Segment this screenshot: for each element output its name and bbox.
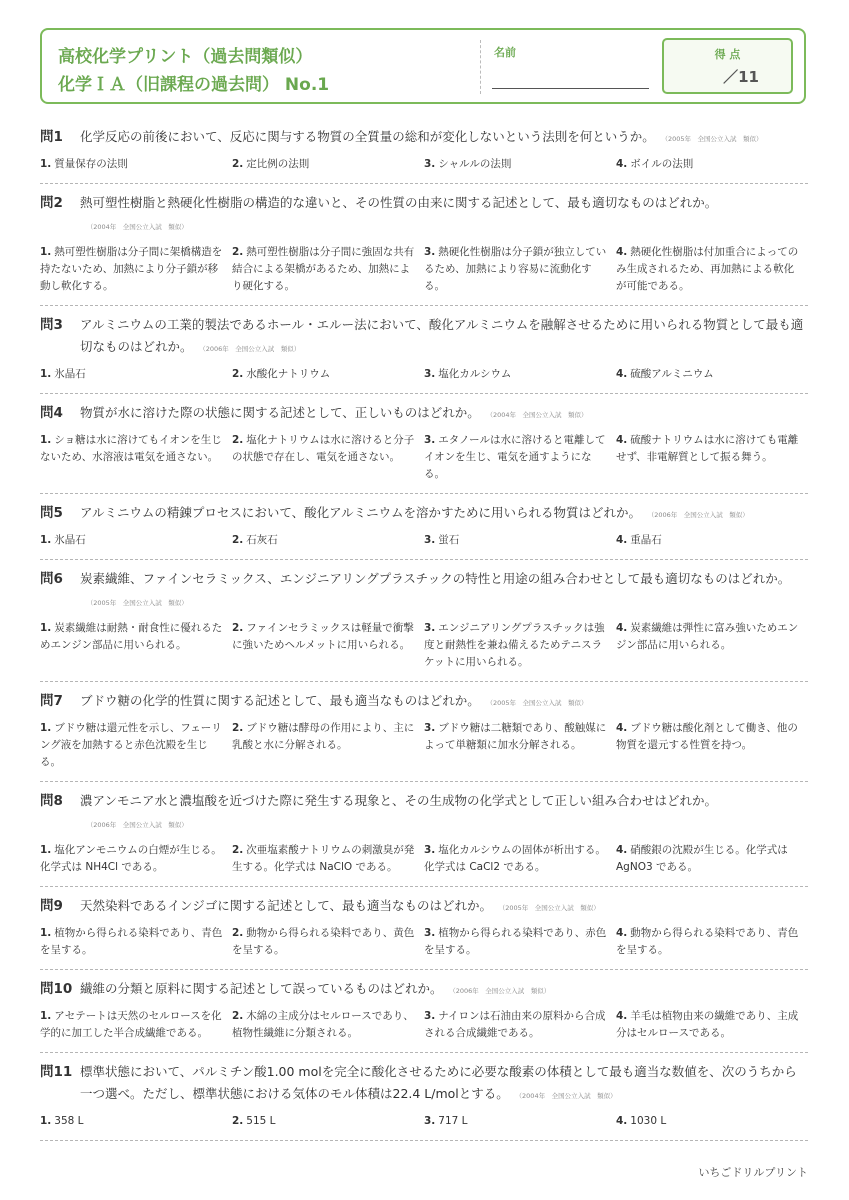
question-4 [40, 394, 808, 494]
option-number: 4. [616, 434, 628, 446]
option-text: 塩化カルシウム [438, 368, 512, 380]
question-body: 化学反応の前後において、反応に関与する物質の全質量の総和が変化しないという法則を何というか。 [80, 129, 655, 144]
question-text [80, 192, 808, 238]
question-line [40, 402, 808, 426]
option-number: 1. [40, 722, 52, 734]
option-text: 氷晶石 [54, 534, 86, 546]
question-source: （2006年 全国公立入試 類似） [651, 511, 749, 519]
option-text: ファインセラミックスは軽量で衝撃に強いためヘルメットに用いられる。 [232, 622, 414, 651]
option-number: 3. [424, 722, 436, 734]
option-1[interactable] [40, 366, 232, 383]
question-text [80, 502, 808, 526]
option-text: 熱可塑性樹脂は分子間に架橋構造を持たないため、加熱により分子鎖が移動し軟化する。 [40, 246, 223, 292]
question-number: 問1 [40, 129, 63, 145]
option-number: 3. [424, 158, 436, 170]
question-line [40, 895, 808, 919]
question-text [80, 568, 808, 614]
question-number: 問9 [40, 898, 63, 914]
option-number: 2. [232, 246, 244, 258]
question-number: 問5 [40, 505, 63, 521]
option-number: 3. [424, 534, 436, 546]
option-number: 2. [232, 927, 244, 939]
option-1[interactable] [40, 842, 232, 876]
option-row [40, 925, 808, 959]
question-body: 濃アンモニア水と濃塩酸を近づけた際に発生する現象と、その生成物の化学式として正しい組み合わせはどれか。 [80, 793, 718, 808]
question-source: （2006年 全国公立入試 類似） [452, 987, 551, 995]
question-source: （2005年 全国公立入試 類似） [489, 699, 588, 707]
question-body: アルミニウムの精錬プロセスにおいて、酸化アルミニウムを溶かすために用いられる物質はどれか。 [80, 505, 642, 520]
question-9 [40, 887, 808, 970]
question-7 [40, 682, 808, 782]
option-number: 3. [424, 434, 436, 446]
question-number: 問3 [40, 317, 63, 333]
option-text: 硫酸ナトリウムは水に溶けても電離せず、非電解質として振る舞う。 [616, 434, 799, 463]
option-number: 1. [40, 534, 52, 546]
option-text: エンジニアリングプラスチックは強度と耐熱性を兼ね備えるためテニスラケットに用いられる。 [424, 622, 605, 668]
option-text: 氷晶石 [54, 368, 86, 380]
question-line [40, 690, 808, 714]
option-text: 塩化アンモニウムの白煙が生じる。化学式は NH4Cl である。 [40, 844, 222, 873]
option-4[interactable] [616, 720, 808, 771]
option-number: 4. [616, 158, 628, 170]
option-2[interactable] [232, 366, 424, 383]
question-number: 問6 [40, 571, 63, 587]
worksheet-subtitle: 化学ＩＡ（旧課程の過去問） No.1 [58, 75, 330, 95]
question-line [40, 192, 808, 238]
question-1 [40, 118, 808, 184]
option-number: 2. [232, 1115, 244, 1127]
option-row [40, 532, 808, 549]
question-line [40, 568, 808, 614]
option-row [40, 432, 808, 483]
name-field[interactable] [492, 88, 649, 89]
header-divider [480, 40, 481, 94]
question-6 [40, 560, 808, 682]
option-1[interactable] [40, 1113, 232, 1130]
question-source: （2006年 全国公立入試 類似） [202, 345, 301, 353]
name-label: 名前 [494, 46, 516, 59]
option-text: ショ糖は水に溶けてもイオンを生じないため、水溶液は電気を通さない。 [40, 434, 222, 463]
question-body: 標準状態において、パルミチン酸1.00 molを完全に酸化させるために必要な酸素の体積として最も適当な数値を、次のうちから一つ選べ。ただし、標準状態における気体のモル体積は22.4 L/molとする。 [80, 1064, 797, 1101]
option-number: 3. [424, 927, 436, 939]
option-text: 動物から得られる染料であり、青色を呈する。 [616, 927, 799, 956]
question-number: 問11 [40, 1064, 73, 1080]
option-number: 2. [232, 368, 244, 380]
option-4[interactable] [616, 156, 808, 173]
option-1[interactable] [40, 925, 232, 959]
option-number: 1. [40, 927, 52, 939]
option-text: ボイルの法則 [630, 158, 694, 170]
question-11 [40, 1053, 808, 1141]
option-number: 3. [424, 1115, 436, 1127]
option-text: 石灰石 [246, 534, 278, 546]
option-2[interactable] [232, 925, 424, 959]
question-text [80, 690, 808, 714]
option-text: 水酸化ナトリウム [246, 368, 331, 380]
option-2[interactable] [232, 156, 424, 173]
question-line [40, 790, 808, 836]
option-text: エタノールは水に溶けると電離してイオンを生じ、電気を通すようになる。 [424, 434, 606, 480]
question-source: （2005年 全国公立入試 類似） [664, 135, 763, 143]
question-text [80, 790, 808, 836]
option-row [40, 720, 808, 771]
option-1[interactable] [40, 156, 232, 173]
question-body: ブドウ糖の化学的性質に関する記述として、最も適当なものはどれか。 [80, 693, 480, 708]
option-3[interactable] [424, 156, 616, 173]
question-source: （2005年 全国公立入試 類似） [501, 904, 600, 912]
option-text: シャルルの法則 [438, 158, 512, 170]
option-number: 3. [424, 246, 436, 258]
option-4[interactable] [616, 432, 808, 483]
score-label: 得 点 [714, 48, 741, 61]
option-3[interactable] [424, 366, 616, 383]
option-2[interactable] [232, 842, 424, 876]
option-text: 羊毛は植物由来の繊維であり、主成分はセルロースである。 [616, 1010, 799, 1039]
option-text: 硝酸銀の沈殿が生じる。化学式は AgNO3 である。 [616, 844, 788, 873]
option-number: 4. [616, 927, 628, 939]
option-text: 質量保存の法則 [54, 158, 128, 170]
option-3[interactable] [424, 620, 616, 671]
option-text: 植物から得られる染料であり、青色を呈する。 [40, 927, 223, 956]
question-number: 問7 [40, 693, 63, 709]
question-text [80, 978, 808, 1002]
option-text: 定比例の法則 [246, 158, 310, 170]
option-row [40, 156, 808, 173]
option-text: 熱硬化性樹脂は分子鎖が独立しているため、加熱により容易に流動化する。 [424, 246, 607, 292]
question-text [80, 402, 808, 426]
option-3[interactable] [424, 720, 616, 771]
option-4[interactable] [616, 842, 808, 876]
option-2[interactable] [232, 432, 424, 483]
option-row [40, 244, 808, 295]
option-number: 4. [616, 622, 628, 634]
option-2[interactable] [232, 532, 424, 549]
option-row [40, 620, 808, 671]
option-2[interactable] [232, 620, 424, 671]
question-line [40, 314, 808, 360]
question-body: 熱可塑性樹脂と熱硬化性樹脂の構造的な違いと、その性質の由来に関する記述として、最も適切なものはどれか。 [80, 195, 718, 210]
option-text: 硫酸アルミニウム [630, 368, 714, 380]
option-row [40, 1113, 808, 1130]
option-2[interactable] [232, 1008, 424, 1042]
option-3[interactable] [424, 244, 616, 295]
option-text: 炭素繊維は耐熱・耐食性に優れるためエンジン部品に用いられる。 [40, 622, 223, 651]
question-source: （2005年 全国公立入試 類似） [90, 599, 188, 607]
option-number: 4. [616, 722, 628, 734]
option-text: アセテートは天然のセルロースを化学的に加工した半合成繊維である。 [40, 1010, 222, 1039]
option-text: 塩化カルシウムの固体が析出する。化学式は CaCl2 である。 [424, 844, 606, 873]
option-text: 炭素繊維は弾性に富み強いためエンジン部品に用いられる。 [616, 622, 799, 651]
option-text: ブドウ糖は還元性を示し、フェーリング液を加熱すると赤色沈殿を生じる。 [40, 722, 222, 768]
option-row [40, 1008, 808, 1042]
option-row [40, 842, 808, 876]
option-text: 熱可塑性樹脂は分子間に強固な共有結合による架橋があるため、加熱により硬化する。 [232, 246, 415, 292]
option-number: 1. [40, 158, 52, 170]
option-3[interactable] [424, 1113, 616, 1130]
worksheet-header [40, 28, 806, 104]
option-2[interactable] [232, 1113, 424, 1130]
option-2[interactable] [232, 720, 424, 771]
question-line [40, 502, 808, 526]
question-source: （2004年 全国公立入試 類似） [489, 411, 588, 419]
question-line [40, 126, 808, 150]
option-number: 2. [232, 534, 244, 546]
question-line [40, 1061, 808, 1107]
option-text: ブドウ糖は二糖類であり、酸触媒によって単糖類に加水分解される。 [424, 722, 607, 751]
option-text: ブドウ糖は酸化剤として働き、他の物質を還元する性質を持つ。 [616, 722, 798, 751]
option-number: 4. [616, 1115, 628, 1127]
question-source: （2006年 全国公立入試 類似） [90, 821, 188, 829]
option-text: 1030 L [630, 1115, 667, 1127]
score-box [662, 38, 793, 94]
option-4[interactable] [616, 1008, 808, 1042]
option-text: 515 L [246, 1115, 276, 1127]
option-1[interactable] [40, 1008, 232, 1042]
question-text [80, 126, 808, 150]
question-source: （2004年 全国公立入試 類似） [90, 223, 188, 231]
question-3 [40, 306, 808, 394]
option-number: 4. [616, 844, 628, 856]
question-text [80, 895, 808, 919]
option-row [40, 366, 808, 383]
option-number: 1. [40, 1115, 52, 1127]
option-4[interactable] [616, 620, 808, 671]
option-4[interactable] [616, 1113, 808, 1130]
option-1[interactable] [40, 532, 232, 549]
option-4[interactable] [616, 532, 808, 549]
option-number: 1. [40, 1010, 52, 1022]
option-3[interactable] [424, 1008, 616, 1042]
option-number: 1. [40, 368, 52, 380]
question-body: アルミニウムの工業的製法であるホール・エルー法において、酸化アルミニウムを融解させるために用いられる物質として最も適切なものはどれか。 [80, 317, 804, 354]
option-4[interactable] [616, 925, 808, 959]
option-text: 動物から得られる染料であり、黄色を呈する。 [232, 927, 415, 956]
option-number: 1. [40, 844, 52, 856]
option-1[interactable] [40, 720, 232, 771]
option-number: 2. [232, 722, 244, 734]
option-text: 重晶石 [630, 534, 662, 546]
worksheet-title: 高校化学プリント（過去問類似） [58, 47, 313, 67]
option-text: 358 L [54, 1115, 84, 1127]
option-number: 3. [424, 1010, 436, 1022]
question-number: 問8 [40, 793, 63, 809]
question-2 [40, 184, 808, 306]
option-number: 3. [424, 368, 436, 380]
option-number: 2. [232, 622, 244, 634]
question-5 [40, 494, 808, 560]
option-number: 2. [232, 434, 244, 446]
score-total: ／11 [723, 68, 759, 86]
option-4[interactable] [616, 366, 808, 383]
option-text: ナイロンは石油由来の原料から合成される合成繊維である。 [424, 1010, 606, 1039]
question-body: 炭素繊維、ファインセラミックス、エンジニアリングプラスチックの特性と用途の組み合わせとして最も適切なものはどれか。 [80, 571, 791, 586]
option-text: ブドウ糖は酵母の作用により、主に乳酸と水に分解される。 [232, 722, 415, 751]
option-2[interactable] [232, 244, 424, 295]
question-body: 物質が水に溶けた際の状態に関する記述として、正しいものはどれか。 [80, 405, 480, 420]
option-number: 1. [40, 622, 52, 634]
option-text: 塩化ナトリウムは水に溶けると分子の状態で存在し、電気を通さない。 [232, 434, 415, 463]
footer-brand: いちごドリルプリント [698, 1166, 808, 1179]
option-number: 4. [616, 246, 628, 258]
question-list [40, 118, 808, 1141]
option-number: 4. [616, 534, 628, 546]
option-number: 2. [232, 1010, 244, 1022]
option-3[interactable] [424, 925, 616, 959]
option-1[interactable] [40, 620, 232, 671]
question-8 [40, 782, 808, 887]
question-10 [40, 970, 808, 1053]
option-number: 1. [40, 246, 52, 258]
question-line [40, 978, 808, 1002]
option-text: 木綿の主成分はセルロースであり、植物性繊維に分類される。 [232, 1010, 414, 1039]
question-body: 繊維の分類と原料に関する記述として誤っているものはどれか。 [80, 981, 443, 996]
option-number: 2. [232, 844, 244, 856]
option-number: 3. [424, 844, 436, 856]
option-text: 熱硬化性樹脂は付加重合によってのみ生成されるため、再加熱による軟化が可能である。 [616, 246, 799, 292]
option-1[interactable] [40, 432, 232, 483]
question-number: 問4 [40, 405, 63, 421]
option-3[interactable] [424, 432, 616, 483]
option-number: 4. [616, 368, 628, 380]
option-1[interactable] [40, 244, 232, 295]
question-source: （2004年 全国公立入試 類似） [518, 1092, 617, 1100]
option-3[interactable] [424, 842, 616, 876]
question-number: 問2 [40, 195, 63, 211]
question-text [80, 1061, 808, 1107]
option-text: 蛍石 [438, 534, 460, 546]
option-text: 次亜塩素酸ナトリウムの刺激臭が発生する。化学式は NaClO である。 [232, 844, 415, 873]
question-number: 問10 [40, 981, 73, 997]
option-number: 4. [616, 1010, 628, 1022]
option-4[interactable] [616, 244, 808, 295]
option-number: 3. [424, 622, 436, 634]
question-body: 天然染料であるインジゴに関する記述として、最も適当なものはどれか。 [80, 898, 492, 913]
option-3[interactable] [424, 532, 616, 549]
option-number: 2. [232, 158, 244, 170]
question-text [80, 314, 808, 360]
option-text: 717 L [438, 1115, 468, 1127]
option-number: 1. [40, 434, 52, 446]
option-text: 植物から得られる染料であり、赤色を呈する。 [424, 927, 607, 956]
